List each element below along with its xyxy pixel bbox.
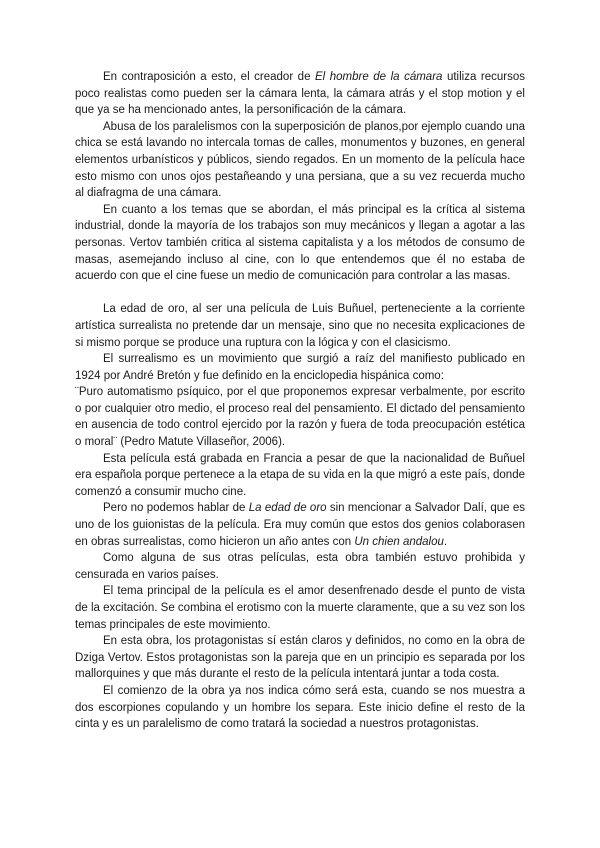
paragraph-france: Esta película está grabada en Francia a pesar de que la nacionalidad de Buñuel era española porque pertenece a la etapa de su vida en la que migró a este país, donde comenzó a consumir mucho cine. (75, 452, 525, 498)
film-title: Un chien andalou (354, 535, 444, 548)
paragraph-text: utiliza recursos poco realistas como pueden ser la cámara lenta, la cámara atrás y el stop motion y el que ya se ha mencionado antes, la personificación de la cámara. (75, 71, 525, 117)
paragraph-censorship: Como alguna de sus otras películas, esta obra también estuvo prohibida y censurada en varios países. (75, 552, 525, 581)
paragraph-text: En contraposición a esto, el creador de (103, 71, 315, 83)
paragraph-opening: El comienzo de la obra ya nos indica cómo será esta, cuando se nos muestra a dos escorpiones copulando y un hombre los separa. Este inicio define el resto de la cinta y es un paralelismo de como tratará la sociedad a nuestros protagonistas. (75, 684, 525, 731)
film-title: La edad de oro (248, 502, 327, 515)
paragraph-text: sin mencionar a Salvador Dalí, que es uno de los guionistas de la película. Era muy común que estos dos genios colaborasen en obras surrealistas, como hicieron un año antes con (75, 502, 525, 548)
paragraph-quote: ¨Puro automatismo psíquico, por el que proponemos expresar verbalmente, por escrito o por cualquier otro medio, el proceso real del pensamiento. El dictado del pensamiento en ausencia de todo control ejercido por la razón y fuera de toda preocupación estética o moral¨ (Pedro Matute Villaseñor, 2006). (75, 386, 525, 449)
paragraph-dali (75, 500, 525, 550)
film-title: El hombre de la cámara (315, 71, 443, 83)
paragraph-text: . (443, 535, 448, 548)
paragraph-parallelisms: Abusa de los paralelismos con la superposición de planos,por ejemplo cuando una chica se está lavando no intercala tomas de calles, monumentos y buzones, en general elementos urbanísticos y públicos, siendo regados. En un momento de la película hace esto mismo con unos ojos pestañeando y una persiana, que a su vez recuerda mucho al diafragma de una cámara. (75, 120, 525, 200)
paragraph-vertov-resources (75, 69, 525, 119)
paragraph-themes: En cuanto a los temas que se abordan, el más principal es la crítica al sistema industrial, donde la mayoría de los trabajos son muy mecánicos y llegan a agotar a las personas. Vertov también critica al sistema capitalista y a los métodos de consumo de masas, asemejando incluso al cine, con lo que entendemos que él no estaba de acuerdo con que el cine fuese un medio de comunicación para controlar a las masas. (75, 203, 525, 283)
paragraph-surrealism: El surrealismo es un movimiento que surgió a raíz del manifiesto publicado en 1924 por André Bretón y fue definido en la enciclopedia hispánica como: (75, 353, 525, 382)
paragraph-text: Pero no podemos hablar de (103, 502, 249, 515)
paragraph-main-theme: El tema principal de la película es el amor desenfrenado desde el punto de vista de la excitación. Se combina el erotismo con la muerte claramente, que a su vez son los temas principales de este movimiento. (75, 585, 526, 631)
paragraph-protagonists: En esta obra, los protagonistas sí están claros y definidos, no como en la obra de Dziga Vertov. Estos protagonistas son la pareja que en un principio es separada por los mallorquines y que más durante el resto de la película intentará juntar a toda costa. (75, 635, 525, 681)
paragraph-edad-de-oro: La edad de oro, al ser una película de Luis Buñuel, perteneciente a la corriente artística surrealista no pretende dar un mensaje, sino que no necesita explicaciones de si mismo porque se produce una ruptura con la lógica y con el clasicismo. (75, 303, 525, 349)
section-gap (75, 285, 525, 302)
document-page (75, 69, 525, 733)
